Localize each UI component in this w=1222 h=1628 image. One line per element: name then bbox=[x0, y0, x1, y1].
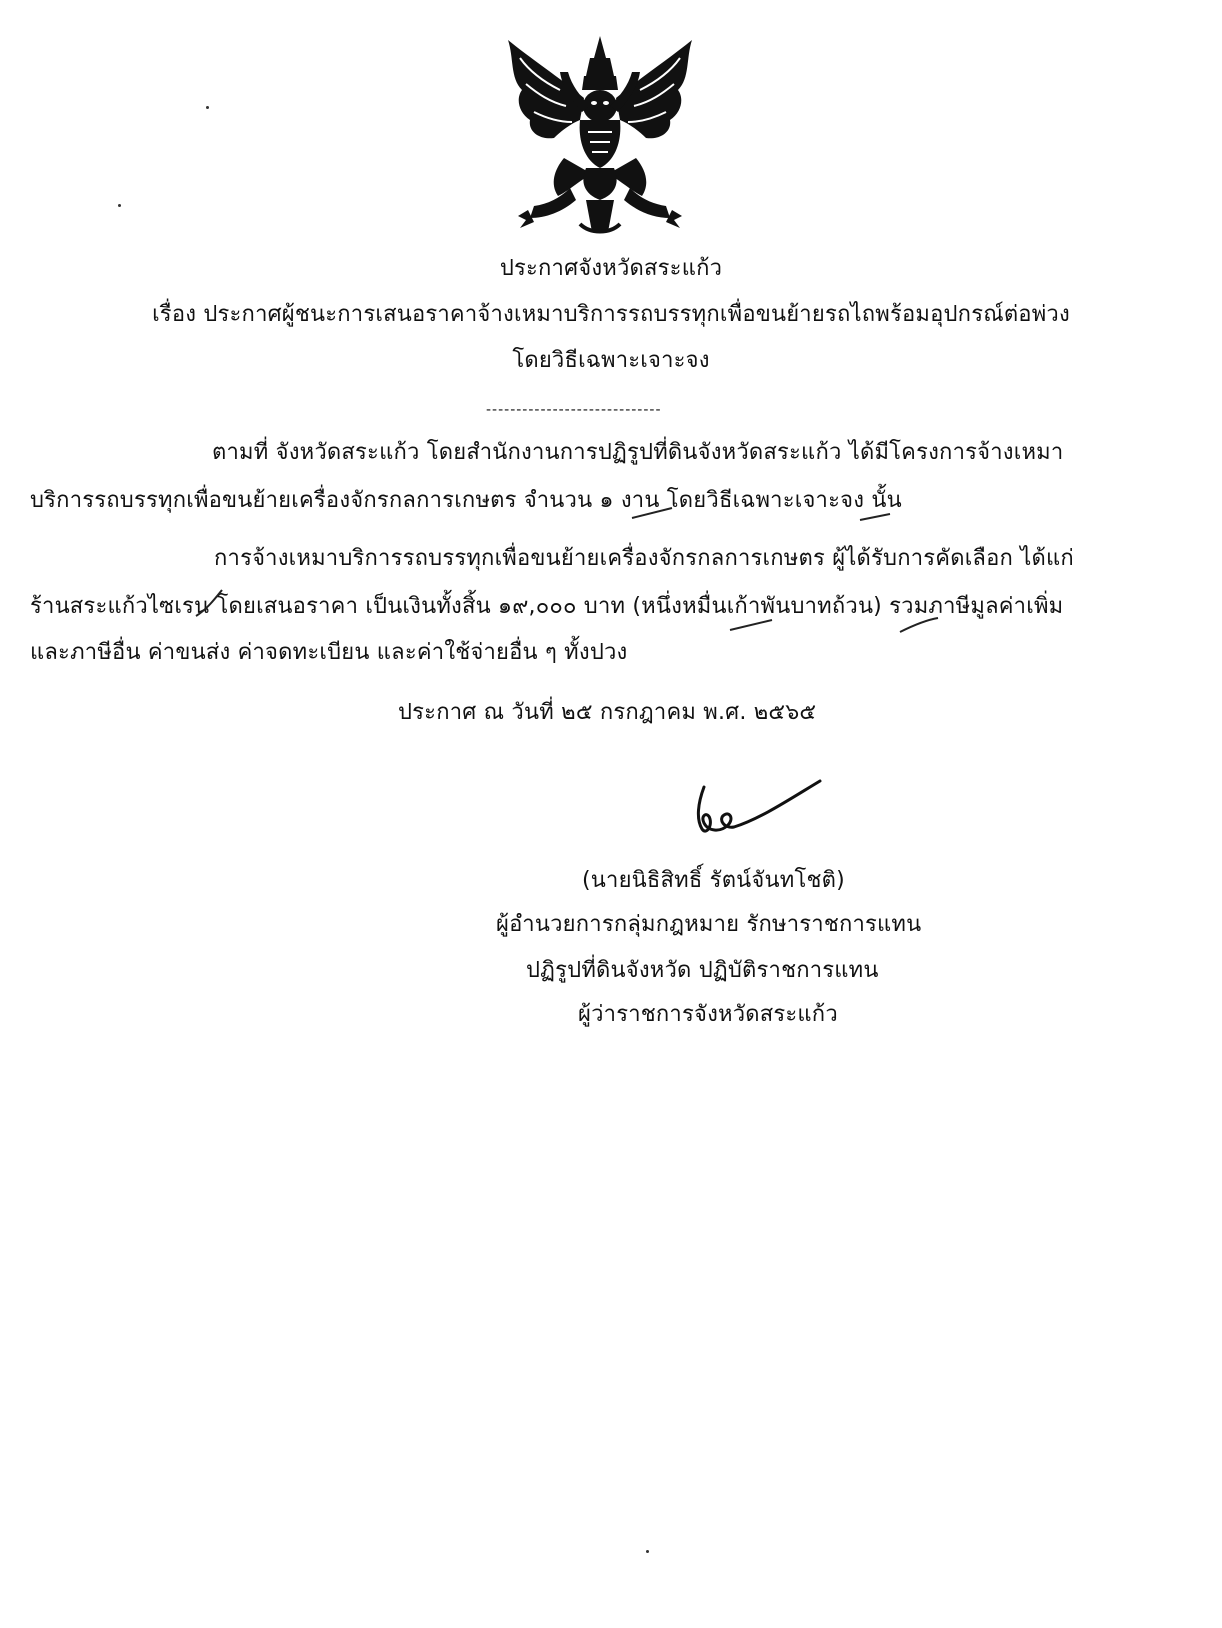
signatory-position-line-2: ปฏิรูปที่ดินจังหวัด ปฏิบัติราชการแทน bbox=[526, 958, 879, 983]
announcement-date: ประกาศ ณ วันที่ ๒๕ กรกฎาคม พ.ศ. ๒๕๖๕ bbox=[398, 700, 817, 725]
procurement-method: โดยวิธีเฉพาะเจาะจง bbox=[512, 348, 710, 373]
announcement-title: ประกาศจังหวัดสระแก้ว bbox=[499, 256, 723, 281]
paragraph-2-line-2: ร้านสระแก้วไซเรน โดยเสนอราคา เป็นเงินทั้งสิ้น ๑๙,๐๐๐ บาท (หนึ่งหมื่นเก้าพันบาทถ้วน) รวมภาษีมูลค่าเพิ่ม bbox=[30, 594, 1064, 619]
paragraph-1-line-1: ตามที่ จังหวัดสระแก้ว โดยสำนักงานการปฏิรูปที่ดินจังหวัดสระแก้ว ได้มีโครงการจ้างเหมา bbox=[212, 440, 1064, 465]
scan-speck bbox=[646, 1550, 649, 1553]
header-divider: ----------------------------- bbox=[486, 402, 662, 418]
paragraph-1-line-2: บริการรถบรรทุกเพื่อขนย้ายเครื่องจักรกลการเกษตร จำนวน ๑ งาน โดยวิธีเฉพาะเจาะจง นั้น bbox=[30, 488, 902, 513]
scan-speck bbox=[206, 106, 209, 109]
signatory-name: (นายนิธิสิทธิ์ รัตน์จันทโชติ) bbox=[582, 868, 845, 893]
paragraph-2-line-3: และภาษีอื่น ค่าขนส่ง ค่าจดทะเบียน และค่าใช้จ่ายอื่น ๆ ทั้งปวง bbox=[30, 640, 628, 665]
scan-speck bbox=[118, 204, 121, 207]
announcement-subject: เรื่อง ประกาศผู้ชนะการเสนอราคาจ้างเหมาบริการรถบรรทุกเพื่อขนย้ายรถไถพร้อมอุปกรณ์ต่อพ่วง bbox=[152, 302, 1070, 327]
signature-mark bbox=[690, 775, 830, 845]
signatory-position-line-3: ผู้ว่าราชการจังหวัดสระแก้ว bbox=[578, 1002, 838, 1027]
paragraph-2-line-1: การจ้างเหมาบริการรถบรรทุกเพื่อขนย้ายเครื่องจักรกลการเกษตร ผู้ได้รับการคัดเลือก ได้แก่ bbox=[214, 546, 1074, 571]
signatory-position-line-1: ผู้อำนวยการกลุ่มกฎหมาย รักษาราชการแทน bbox=[496, 912, 922, 937]
